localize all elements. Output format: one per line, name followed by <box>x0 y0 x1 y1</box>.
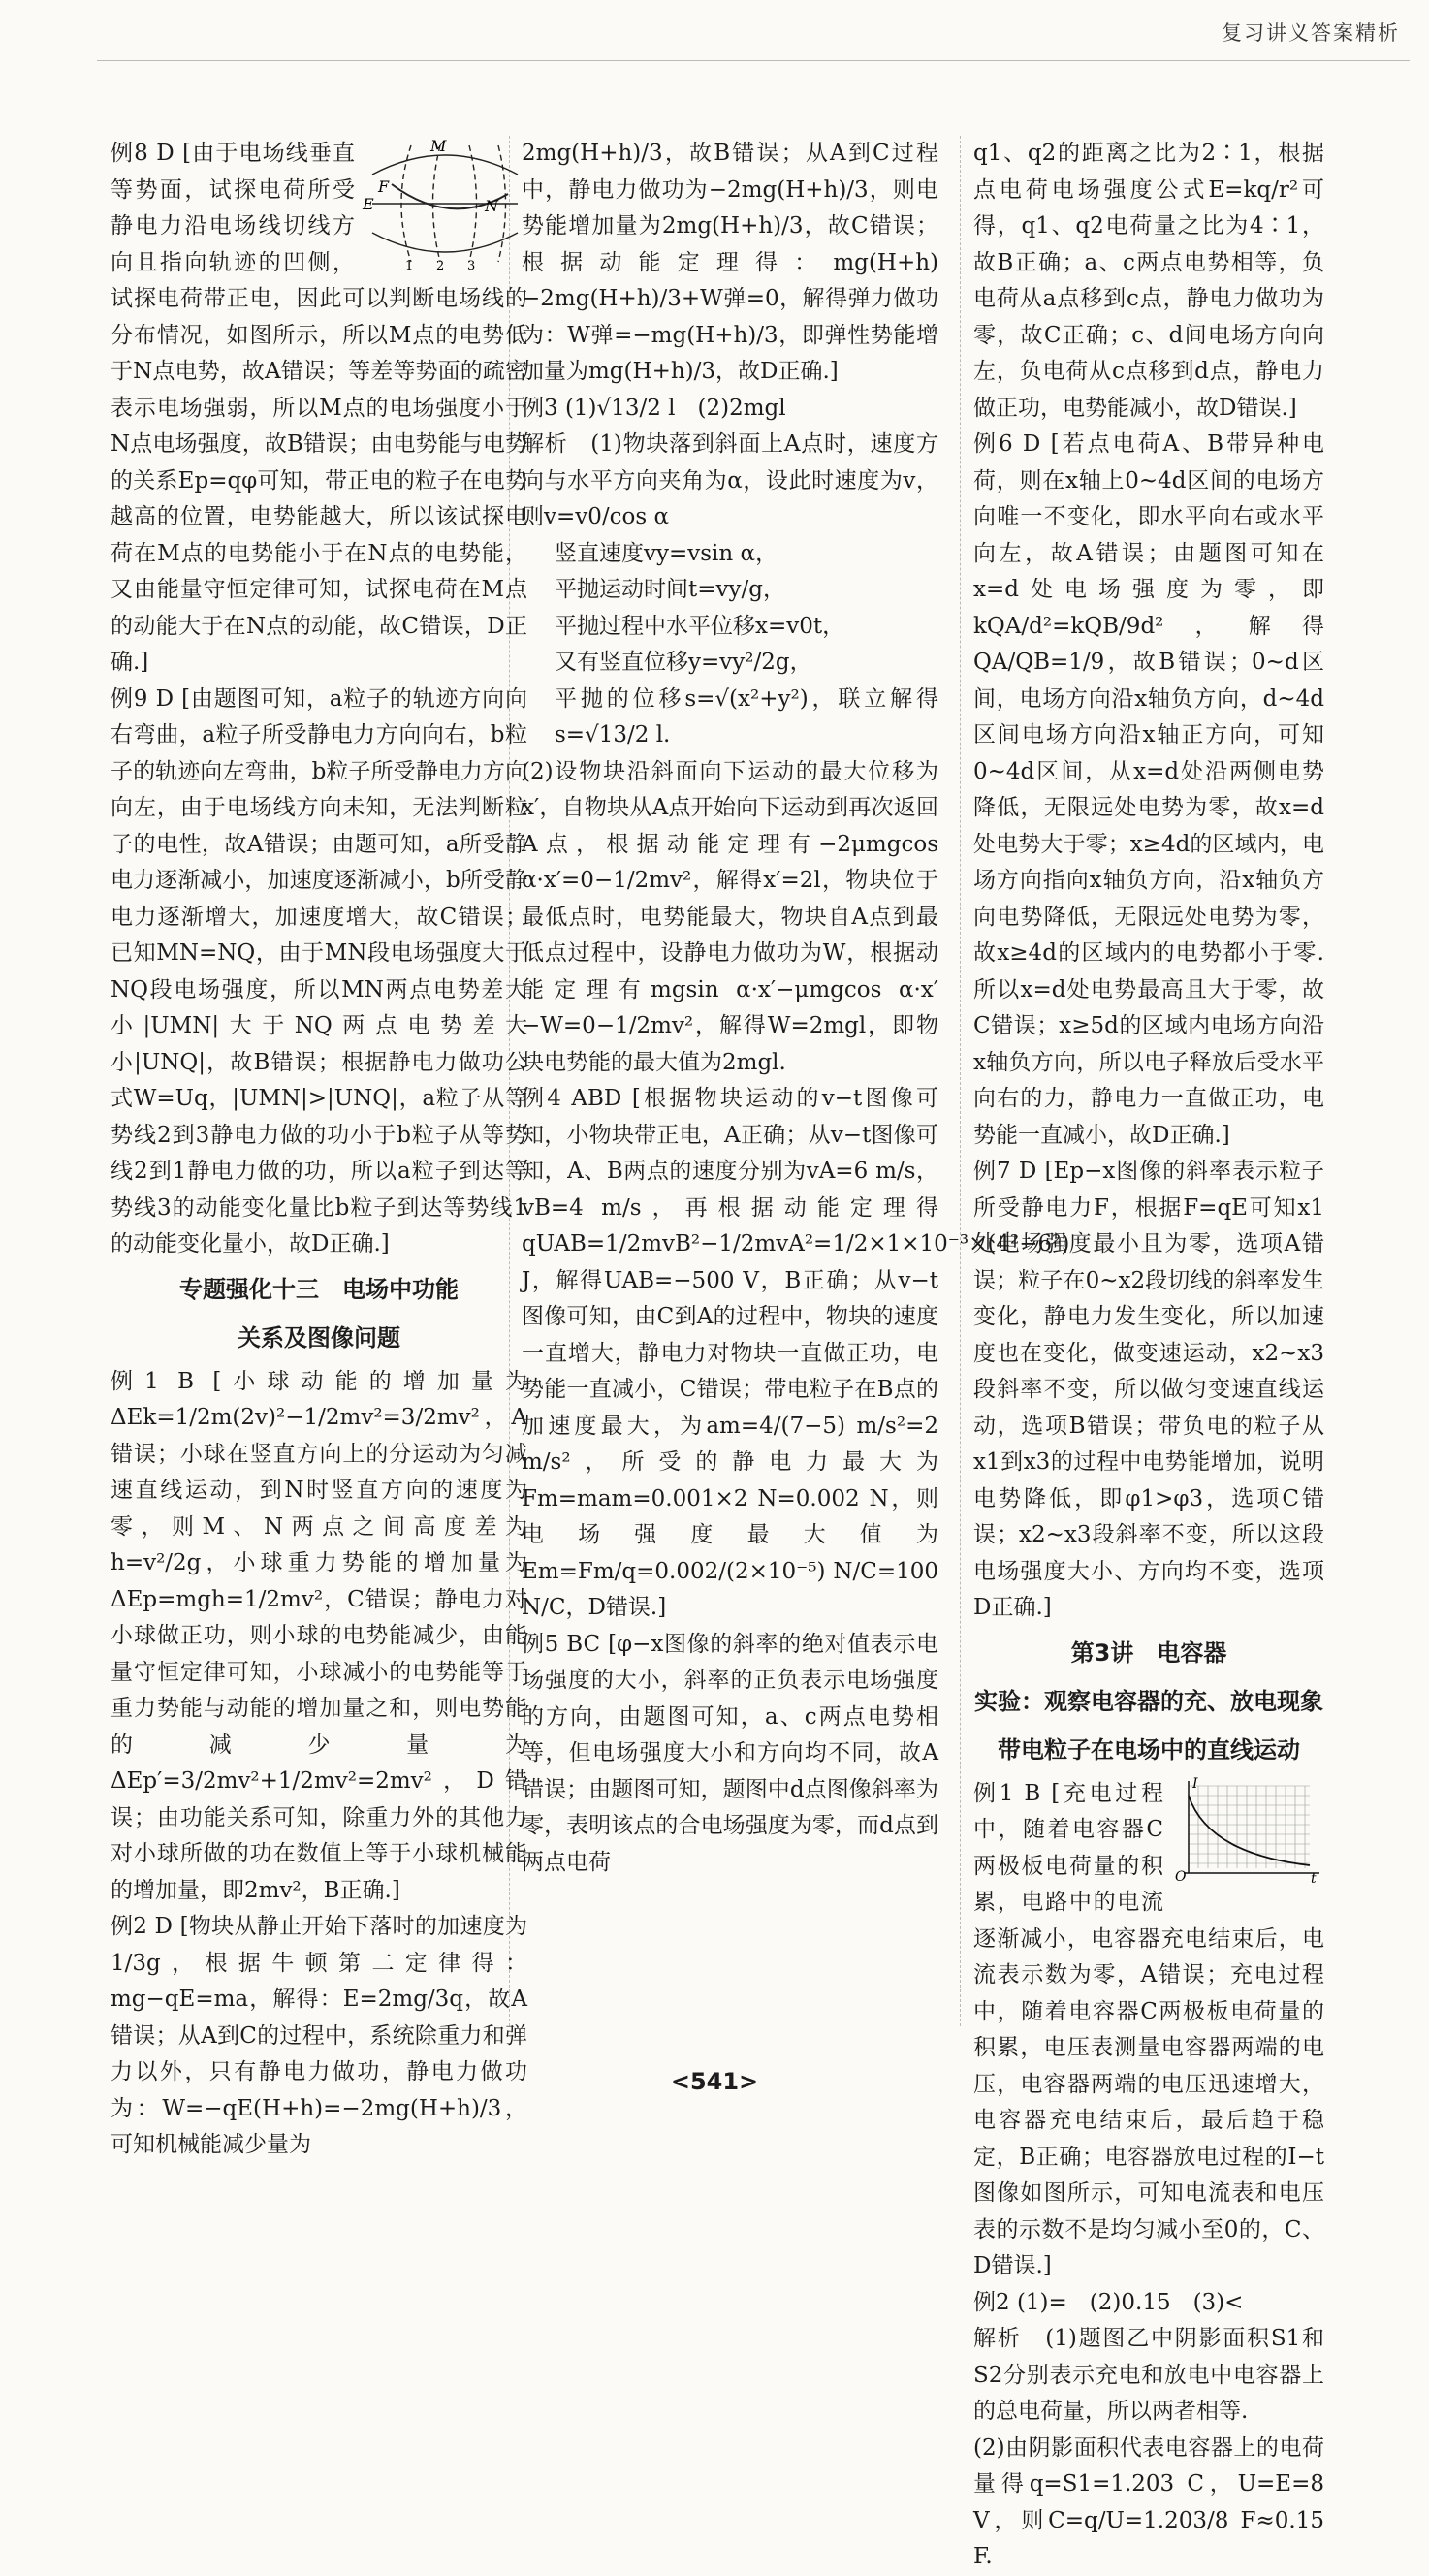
example-1-capacitor: 例1 B [充电过程中，随着电容器C两极板电荷量的积累，电路中的电流逐渐减小，电容器充电结束后，电流表示数为零，A错误；充电过程中，随着电容器C两极板电荷量的积累，电压表测量电容器两端的电压，电容器两端的电压迅速增大，电容器充电结束后，最后趋于稳定，B正确；电容器放电过程的I−t图像如图所示，可知电流表和电压表的示数不是均匀减小至0的，C、D错误.] <box>973 1780 1324 2278</box>
column-2 <box>522 136 1070 2036</box>
electric-field-figure <box>363 136 527 271</box>
fig-label-3: 3 <box>467 259 476 273</box>
column-1 <box>111 136 527 2157</box>
column-divider <box>960 136 961 2026</box>
example-2-continued: 2mg(H+h)/3，故B错误；从A到C过程中，静电力做功为−2mg(H+h)/3，则电势能增加量为2mg(H+h)/3，故C错误；根据动能定理得：mg(H+h)−2mg(H+h)/3+W弹=0，解得弹力做功为：W弹=−mg(H+h)/3，即弹性势能增加量为mg(H+h)/3，故D正确.] <box>522 141 938 384</box>
example-2-analysis: 解析 (1)题图乙中阴影面积S1和S2分别表示充电和放电中电容器上的总电荷量，所以两者相等. <box>973 2326 1324 2424</box>
example-9: 例9 D [由题图可知，a粒子的轨迹方向向右弯曲，a粒子所受静电力方向向右，b粒子的轨迹向左弯曲，b粒子所受静电力方向向左，由于电场线方向未知，无法判断粒子的电性，故A错误；由题可知，a所受静电力逐渐减小，加速度逐渐减小，b所受静电力逐渐增大，加速度增大，故C错误；已知MN=NQ，由于MN段电场强度大于NQ段电场强度，所以MN两点电势差大小|UMN|大于NQ两点电势差大小|UNQ|，故B错误；根据静电力做功公式W=Uq，|UMN|>|UNQ|，a粒子从等势线2到3静电力做的功小于b粒子从等势线2到1静电力做的功，所以a粒子到达等势线3的动能变化量比b粒子到达等势线1的动能变化量小，故D正确.] <box>111 685 527 1256</box>
current-time-graph <box>1169 1775 1324 1887</box>
example-2: 例2 D [物块从静止开始下落时的加速度为1/3g，根据牛顿第二定律得：mg−qE=ma，解得：E=2mg/3q，故A错误；从A到C的过程中，系统除重力和弹力以外，只有静电力做功，静电力做功为：W=−qE(H+h)=−2mg(H+h)/3，可知机械能减少量为 <box>111 1914 527 2157</box>
section-title: 第3讲 电容器 <box>1070 1638 1227 1667</box>
section-subtitle: 带电粒子在电场中的直线运动 <box>998 1735 1300 1764</box>
example-1: 例1 B [小球动能的增加量为ΔEk=1/2m(2v)²−1/2mv²=3/2mv²，A错误；小球在竖直方向上的分运动为匀减速直线运动，到N时竖直方向的速度为零，则M、N两点之间高度差为h=v²/2g，小球重力势能的增加量为ΔEp=mgh=1/2mv²，C错误；静电力对小球做正功，则小球的电势能减少，由能量守恒定律可知，小球减小的电势能等于重力势能与动能的增加量之和，则电势能的减少量为ΔEp′=3/2mv²+1/2mv²=2mv²，D错误；由功能关系可知，除重力外的其他力对小球所做的功在数值上等于小球机械能的增加量，即2mv²，B正确.] <box>111 1368 527 1903</box>
fig-label-1: 1 <box>405 259 414 273</box>
section-subtitle: 关系及图像问题 <box>238 1323 400 1352</box>
example-3-part-2: (2)设物块沿斜面向下运动的最大位移为x′，自物块从A点开始向下运动到再次返回A点，根据动能定理有−2μmgcos α·x′=0−1/2mv²，解得x′=2l，物块位于最低点时，电势能最大，物块自A点到最低点过程中，设静电力做功为W，根据动能定理有mgsin α·x′−μmgcos α·x′−W=0−1/2mv²，解得W=2mgl，即物块电势能的最大值为2mgl. <box>522 758 938 1075</box>
example-3-step: 又有竖直位移y=vy²/2g， <box>555 650 812 675</box>
page-header: 复习讲义答案精析 <box>1222 21 1400 45</box>
fig-label-m: M <box>430 137 447 155</box>
example-7: 例7 D [Ep−x图像的斜率表示粒子所受静电力F，根据F=qE可知x1处电场强度最小且为零，选项A错误；粒子在0~x2段切线的斜率发生变化，静电力发生变化，所以加速度也在变化，做变速运动，x2~x3段斜率不变，所以做匀变速直线运动，选项B错误；带负电的粒子从x1到x3的过程中电势能增加，说明电势降低，即φ1>φ3，选项C错误；x2~x3段斜率不变，所以这段电场强度大小、方向均不变，选项D正确.] <box>973 1159 1324 1620</box>
header-rule <box>97 60 1410 61</box>
graph-label-t: t <box>1311 1870 1317 1887</box>
example-5: 例5 BC [φ−x图像的斜率的绝对值表示电场强度的大小，斜率的正负表示电场强度的方向，由题图可知，a、c两点电势相等，但电场强度大小和方向均不同，故A错误；由题图可知，题图中d点图像斜率为零，表明该点的合电场强度为零，而d点到两点电荷 <box>522 1631 938 1875</box>
fig-label-e: E <box>363 195 374 213</box>
section-subtitle: 实验：观察电容器的充、放电现象 <box>974 1687 1323 1715</box>
example-2-analysis-part-2: (2)由阴影面积代表电容器上的电荷量得q=S1=1.203 C，U=E=8 V，则C=q/U=1.203/8 F≈0.15 F. <box>973 2434 1324 2569</box>
example-8: 例8 D [由于电场线垂直等势面，试探电荷所受静电力沿电场线切线方向且指向轨迹的凹侧，试探电荷带正电，因此可以判断电场线的分布情况，如图所示，所以M点的电势低于N点电势，故A错误；等差等势面的疏密表示电场强弱，所以M点的电场强度小于N点电场强度，故B错误；由电势能与电势的关系Ep=qφ可知，带正电的粒子在电势越高的位置，电势能越大，所以该试探电荷在M点的电势能小于在N点的电势能，又由能量守恒定律可知，试探电荷在M点的动能大于在N点的动能，故C错误，D正确.] <box>111 141 527 675</box>
example-5-continued: q1、q2的距离之比为2∶1，根据点电荷电场强度公式E=kq/r²可得，q1、q2电荷量之比为4∶1，故B正确；a、c两点电势相等，负电荷从a点移到c点，静电力做功为零，故C正确；c、d间电场方向向左，负电荷从c点移到d点，静电力做正功，电势能减小，故D错误.] <box>973 141 1324 421</box>
example-3-step: 竖直速度vy=vsin α， <box>555 540 778 566</box>
example-3: 例3 (1)√13/2 l (2)2mgl <box>522 395 786 421</box>
example-3-analysis: 解析 (1)物块落到斜面上A点时，速度方向与水平方向夹角为α，设此时速度为v，则v=v0/cos α <box>522 431 938 529</box>
example-3-step: 平抛运动时间t=vy/g， <box>555 577 785 602</box>
example-3-step: 平抛的位移s=√(x²+y²)，联立解得s=√13/2 l. <box>555 685 938 747</box>
example-2-capacitor: 例2 (1)= (2)0.15 (3)< <box>973 2289 1244 2315</box>
fig-label-2: 2 <box>436 259 445 273</box>
fig-label-n: N <box>485 197 498 215</box>
graph-label-i: I <box>1192 1775 1198 1792</box>
graph-label-o: O <box>1175 1868 1187 1885</box>
example-4: 例4 ABD [根据物块运动的v−t图像可知，小物块带正电，A正确；从v−t图像可知，A、B两点的速度分别为vA=6 m/s，vB=4 m/s，再根据动能定理得qUAB=1/2mvB²−1/2mvA²=1/2×1×10⁻³×(4²−6²) J，解得UAB=−500 V，B正确；从v−t图像可知，由C到A的过程中，物块的速度一直增大，静电力对物块一直做正功，电势能一直减小，C错误；带电粒子在B点的加速度最大，为am=4/(7−5) m/s²=2 m/s²，所受的静电力最大为Fm=mam=0.001×2 N=0.002 N，则电场强度最大值为Em=Fm/q=0.002/(2×10⁻⁵) N/C=100 N/C，D错误.] <box>522 1086 1070 1620</box>
column-3 <box>973 136 1324 2569</box>
page-number: <541> <box>670 2068 759 2095</box>
section-title: 专题强化十三 电场中功能 <box>179 1275 459 1303</box>
fig-label-f: F <box>378 177 390 196</box>
example-6: 例6 D [若点电荷A、B带异种电荷，则在x轴上0~4d区间的电场方向唯一不变化，即水平向右或水平向左，故A错误；由题图可知在x=d处电场强度为零，即kQA/d²=kQB/9d²，解得QA/QB=1/9，故B错误；0~d区间，电场方向沿x轴负方向，d~4d区间电场方向沿x轴正方向，可知0~4d区间，从x=d处沿两侧电势降低，无限远处电势为零，故x=d处电势大于零；x≥4d的区域内，电场方向指向x轴负方向，沿x轴负方向电势降低，无限远处电势为零，故x≥4d的区域内的电势都小于零.所以x=d处电势最高且大于零，故C错误；x≥5d的区域内电场方向沿x轴负方向，所以电子释放后受水平向右的力，静电力一直做正功，电势能一直减小，故D正确.] <box>973 431 1324 1148</box>
example-3-step: 平抛过程中水平位移x=v0t， <box>555 613 845 639</box>
